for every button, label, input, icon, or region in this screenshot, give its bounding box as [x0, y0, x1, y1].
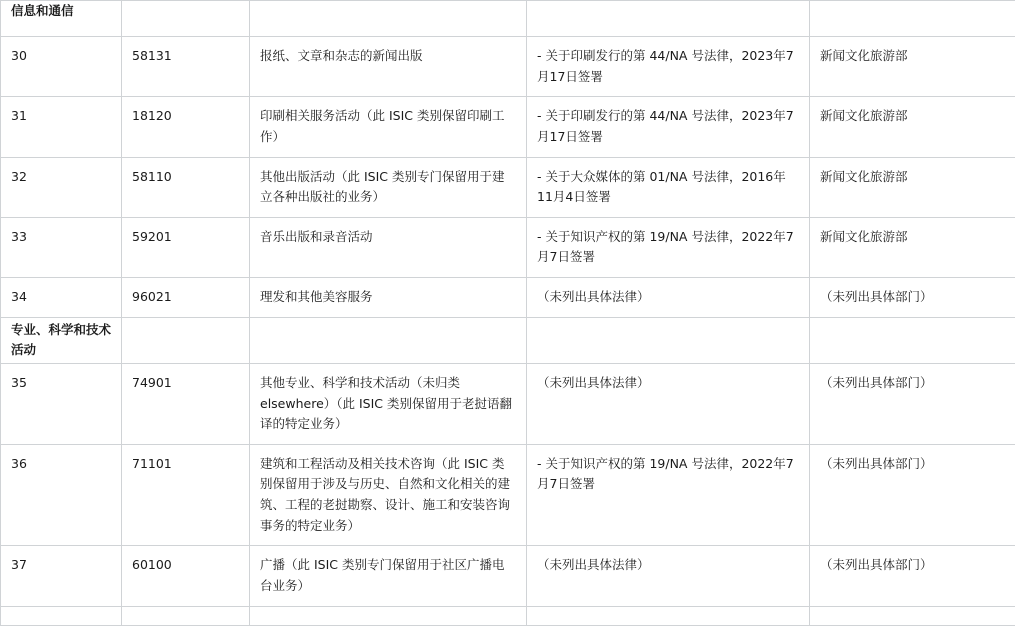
table-row	[1, 278, 1015, 318]
table-section-row	[1, 1, 1015, 37]
section-empty-code	[122, 1, 250, 37]
table-row	[1, 97, 1015, 157]
section-empty-law	[527, 1, 810, 37]
row-isic-code: 60100	[122, 546, 250, 606]
section-empty-law	[527, 317, 810, 363]
row-authority: 新闻文化旅游部	[810, 37, 1015, 97]
partial-cell-code	[122, 606, 250, 625]
table-row	[1, 157, 1015, 217]
row-description: 印刷相关服务活动（此 ISIC 类别保留印刷工作）	[250, 97, 527, 157]
row-law: （未列出具体法律）	[527, 278, 810, 318]
row-law: - 关于印刷发行的第 44/NA 号法律，2023年7月17日签署	[527, 97, 810, 157]
row-number: 31	[1, 97, 122, 157]
row-authority: 新闻文化旅游部	[810, 157, 1015, 217]
section-empty-desc	[250, 317, 527, 363]
row-authority: （未列出具体部门）	[810, 444, 1015, 546]
row-description: 广播（此 ISIC 类别专门保留用于社区广播电台业务）	[250, 546, 527, 606]
table-section-row	[1, 317, 1015, 363]
row-authority: （未列出具体部门）	[810, 278, 1015, 318]
section-label: 专业、科学和技术活动	[1, 317, 122, 363]
partial-cell-authority	[810, 606, 1015, 625]
row-law: - 关于印刷发行的第 44/NA 号法律，2023年7月17日签署	[527, 37, 810, 97]
row-authority: 新闻文化旅游部	[810, 97, 1015, 157]
row-isic-code: 96021	[122, 278, 250, 318]
row-law: - 关于知识产权的第 19/NA 号法律，2022年7月7日签署	[527, 217, 810, 277]
row-authority: （未列出具体部门）	[810, 546, 1015, 606]
row-law: （未列出具体法律）	[527, 546, 810, 606]
partial-cell-num	[1, 606, 122, 625]
row-authority: （未列出具体部门）	[810, 363, 1015, 444]
row-law: - 关于大众媒体的第 01/NA 号法律，2016年11月4日签署	[527, 157, 810, 217]
row-authority: 新闻文化旅游部	[810, 217, 1015, 277]
row-isic-code: 58110	[122, 157, 250, 217]
partial-cell-desc	[250, 606, 527, 625]
section-empty-authority	[810, 1, 1015, 37]
row-isic-code: 74901	[122, 363, 250, 444]
table-row	[1, 363, 1015, 444]
partial-cell-law	[527, 606, 810, 625]
section-label: 信息和通信	[1, 1, 122, 37]
row-number: 32	[1, 157, 122, 217]
row-number: 30	[1, 37, 122, 97]
row-law: （未列出具体法律）	[527, 363, 810, 444]
row-isic-code: 71101	[122, 444, 250, 546]
section-empty-desc	[250, 1, 527, 37]
row-isic-code: 58131	[122, 37, 250, 97]
row-number: 36	[1, 444, 122, 546]
row-isic-code: 59201	[122, 217, 250, 277]
table-row	[1, 217, 1015, 277]
row-description: 其他出版活动（此 ISIC 类别专门保留用于建立各种出版社的业务）	[250, 157, 527, 217]
row-description: 其他专业、科学和技术活动（未归类 elsewhere）（此 ISIC 类别保留用于老挝语翻译的特定业务）	[250, 363, 527, 444]
table-row	[1, 546, 1015, 606]
row-description: 报纸、文章和杂志的新闻出版	[250, 37, 527, 97]
table-body	[1, 1, 1015, 626]
row-number: 37	[1, 546, 122, 606]
row-description: 音乐出版和录音活动	[250, 217, 527, 277]
table-row-partial	[1, 606, 1015, 625]
section-empty-code	[122, 317, 250, 363]
table-row	[1, 37, 1015, 97]
row-law: - 关于知识产权的第 19/NA 号法律，2022年7月7日签署	[527, 444, 810, 546]
table-row	[1, 444, 1015, 546]
row-description: 理发和其他美容服务	[250, 278, 527, 318]
row-number: 33	[1, 217, 122, 277]
row-number: 35	[1, 363, 122, 444]
section-empty-authority	[810, 317, 1015, 363]
row-description: 建筑和工程活动及相关技术咨询（此 ISIC 类别保留用于涉及与历史、自然和文化相关的建筑、工程的老挝勘察、设计、施工和安装咨询事务的特定业务）	[250, 444, 527, 546]
row-number: 34	[1, 278, 122, 318]
row-isic-code: 18120	[122, 97, 250, 157]
